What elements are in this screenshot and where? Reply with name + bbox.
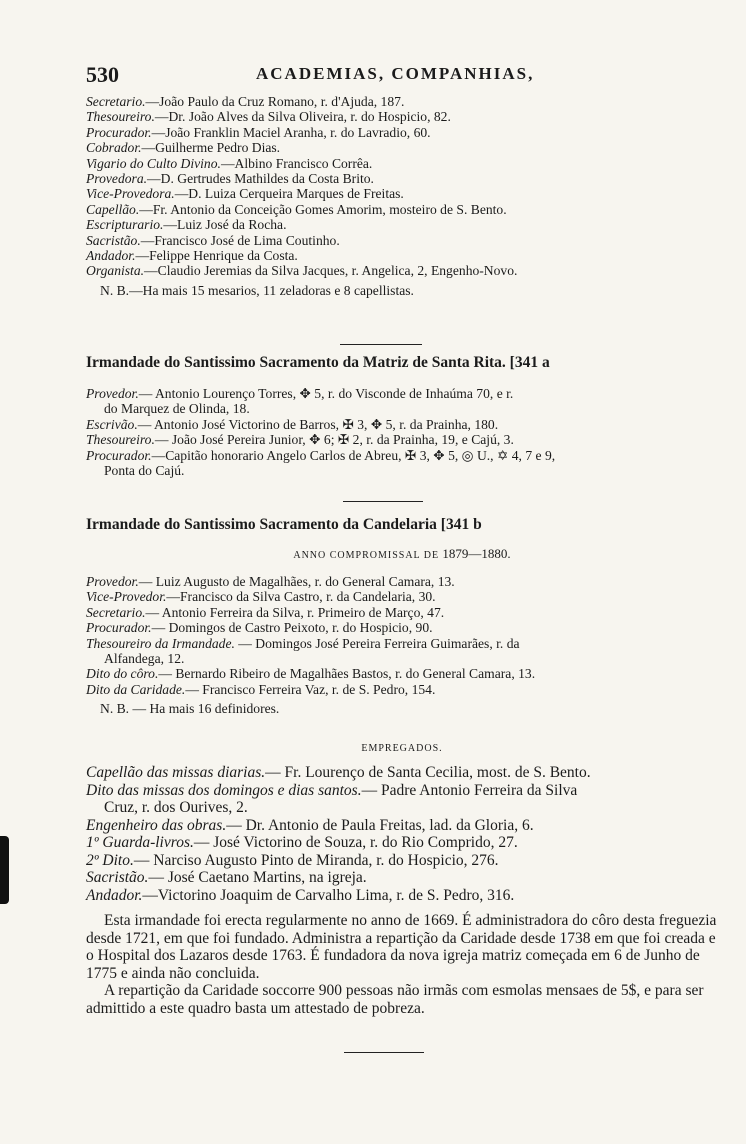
- section1-entry-list: [86, 94, 718, 279]
- entry-text: — Fr. Lourenço de Santa Cecilia, most. de S. Bento.: [265, 764, 591, 781]
- entry-line: [86, 834, 718, 852]
- entry-line: [86, 263, 718, 278]
- empregados-list: [86, 764, 718, 904]
- entry-role: Thesoureiro.: [86, 432, 155, 448]
- entry-line: [86, 605, 718, 620]
- entry-text: —Felippe Henrique da Costa.: [135, 248, 298, 264]
- entry-role: Dito do côro.: [86, 666, 159, 682]
- entry-text: —Claudio Jeremias da Silva Jacques, r. Angelica, 2, Engenho-Novo.: [144, 263, 518, 279]
- entry-text: — Narciso Augusto Pinto de Miranda, r. do Hospicio, 276.: [133, 851, 499, 869]
- entry-role: Procurador.: [86, 447, 152, 463]
- entry-text: — Antonio Lourenço Torres, ✥ 5, r. do Visconde de Inhaúma 70, e r.: [138, 386, 514, 401]
- entry-role: Thesoureiro da Irmandade.: [86, 635, 235, 651]
- entry-line: [86, 125, 718, 140]
- entry-role: Provedor.: [86, 574, 139, 589]
- entry-line: [86, 186, 718, 201]
- entry-role: Cobrador.: [86, 140, 142, 156]
- entry-role: Organista.: [86, 263, 145, 279]
- entry-line: [86, 432, 718, 447]
- entry-role: Procurador.: [86, 620, 152, 636]
- entry-role: Provedora.: [86, 171, 148, 187]
- entry-line: [86, 589, 718, 604]
- entry-line: [86, 202, 718, 217]
- binding-edge-mark: [0, 836, 9, 904]
- section3-title: Irmandade do Santissimo Sacramento da Candelaria [341 b: [86, 516, 482, 533]
- entry-line: [86, 636, 718, 651]
- entry-line: [86, 386, 718, 401]
- entry-text: —D. Gertrudes Mathildes da Costa Brito.: [147, 171, 374, 187]
- entry-line: [86, 620, 718, 635]
- running-head: ACADEMIAS, COMPANHIAS,: [256, 64, 535, 83]
- section1-note: N. B.—Ha mais 15 mesarios, 11 zeladoras e 8 capellistas.: [100, 282, 414, 298]
- entry-text: Ponta do Cajú.: [104, 463, 185, 479]
- section2-title: Irmandade do Santissimo Sacramento da Matriz de Santa Rita. [341 a: [86, 354, 550, 371]
- section3-subheading: [86, 546, 718, 562]
- entry-line: [86, 574, 718, 589]
- entry-text: — Antonio Ferreira da Silva, r. Primeiro de Março, 47.: [145, 604, 445, 620]
- subheading-years: 1879—1880.: [442, 546, 511, 561]
- entry-text: —João Paulo da Cruz Romano, r. d'Ajuda, 187.: [145, 94, 405, 109]
- entry-role: Secretario.: [86, 604, 146, 620]
- empregados-heading: EMPREGADOS.: [361, 743, 443, 754]
- entry-text: — Padre Antonio Ferreira da Silva: [361, 781, 578, 799]
- entry-line: [86, 764, 718, 782]
- charity-paragraph: A repartição da Caridade soccorre 900 pessoas não irmãs com esmolas mensaes de 5$, e para ser admittido a este quadro basta um attestado de pobreza.: [86, 982, 704, 1017]
- entry-line: [86, 817, 718, 835]
- entry-text: — Bernardo Ribeiro de Magalhães Bastos, r. do General Camara, 13.: [158, 666, 536, 682]
- entry-role: 1º Guarda-livros.: [86, 834, 194, 851]
- entry-line: [86, 156, 718, 171]
- section-divider: [343, 501, 423, 502]
- entry-line: [86, 140, 718, 155]
- section3-entry-list: [86, 574, 718, 697]
- entry-text: —Capitão honorario Angelo Carlos de Abreu, ✠ 3, ✥ 5, ◎ U., ✡ 4, 7 e 9,: [151, 447, 556, 463]
- entry-line: [86, 109, 718, 124]
- section3-block: [86, 574, 718, 717]
- section1-block: [86, 94, 718, 298]
- entry-text: do Marquez de Olinda, 18.: [104, 401, 250, 417]
- entry-text: — José Victorino de Souza, r. do Rio Comprido, 27.: [193, 834, 518, 851]
- subheading-prefix: ANNO COMPROMISSAL DE: [293, 550, 440, 561]
- entry-role: Sacristão.: [86, 869, 149, 886]
- history-paragraph: Esta irmandade foi erecta regularmente no anno de 1669. É administradora do côro desta freguezia desde 1721, em que foi fundado. Administra a repartição da Caridade desde 1738 em que foi creada e o Hospital dos Lazaros desde 1763. É fundadora da nova igreja matriz começada em 6 de Junho de 1775 e ainda não concluida.: [86, 912, 717, 982]
- section3-note: N. B. — Ha mais 16 definidores.: [100, 701, 280, 717]
- entry-text: — Dr. Antonio de Paula Freitas, lad. da Gloria, 6.: [226, 816, 534, 834]
- entry-text: — Antonio José Victorino de Barros, ✠ 3, ✥ 5, r. da Prainha, 180.: [137, 416, 499, 432]
- entry-line: [86, 417, 718, 432]
- entry-role: Sacristão.: [86, 232, 141, 248]
- entry-line: [86, 248, 718, 263]
- section-divider: [344, 1052, 424, 1053]
- entry-text: —Luiz José da Rocha.: [163, 217, 287, 233]
- entry-line: [86, 94, 718, 109]
- paragraph-block: [86, 912, 718, 1017]
- entry-text: —João Franklin Maciel Aranha, r. do Lavradio, 60.: [151, 124, 431, 140]
- entry-line: [86, 666, 718, 681]
- entry-line: [86, 869, 718, 887]
- entry-role: Dito das missas dos domingos e dias santos.: [86, 781, 362, 799]
- entry-role: Engenheiro das obras.: [86, 816, 227, 834]
- entry-text: — Francisco Ferreira Vaz, r. de S. Pedro, 154.: [185, 681, 436, 697]
- entry-text: —Albino Francisco Corrêa.: [220, 155, 373, 171]
- entry-text: —Guilherme Pedro Dias.: [141, 140, 281, 156]
- entry-text: Alfandega, 12.: [104, 651, 185, 667]
- entry-text: —Victorino Joaquim de Carvalho Lima, r. de S. Pedro, 316.: [142, 886, 515, 904]
- entry-role: 2º Dito.: [86, 851, 134, 869]
- entry-line: [86, 401, 718, 416]
- entry-role: Vice-Provedor.: [86, 589, 167, 605]
- entry-line: [86, 782, 718, 800]
- entry-text: —Fr. Antonio da Conceição Gomes Amorim, mosteiro de S. Bento.: [139, 201, 507, 217]
- entry-role: Vice-Provedora.: [86, 186, 175, 202]
- entry-text: — Luiz Augusto de Magalhães, r. do General Camara, 13.: [138, 574, 455, 589]
- entry-line: [86, 448, 718, 463]
- section2-entry-list: [86, 386, 718, 478]
- page-number: 530: [86, 62, 119, 87]
- entry-text: —Francisco José de Lima Coutinho.: [140, 232, 340, 248]
- empregados-block: [86, 764, 718, 904]
- entry-text: — Domingos José Pereira Ferreira Guimarães, r. da: [234, 635, 520, 651]
- page-header: [86, 62, 716, 92]
- entry-line: [86, 463, 718, 478]
- entry-role: Procurador.: [86, 124, 152, 140]
- entry-text: —Francisco da Silva Castro, r. da Candelaria, 30.: [166, 589, 436, 605]
- entry-text: —Dr. João Alves da Silva Oliveira, r. do Hospicio, 82.: [154, 109, 451, 125]
- entry-text: — Domingos de Castro Peixoto, r. do Hospicio, 90.: [151, 620, 433, 636]
- entry-line: [86, 217, 718, 232]
- entry-line: [86, 682, 718, 697]
- entry-role: Secretario.: [86, 94, 146, 109]
- entry-role: Dito da Caridade.: [86, 681, 186, 697]
- section2-block: [86, 386, 718, 478]
- entry-line: [86, 887, 718, 905]
- entry-role: Thesoureiro.: [86, 109, 155, 125]
- entry-line: [86, 852, 718, 870]
- entry-role: Provedor.: [86, 386, 139, 401]
- entry-text: — José Caetano Martins, na igreja.: [148, 869, 367, 886]
- entry-line: [86, 171, 718, 186]
- entry-text: —D. Luiza Cerqueira Marques de Freitas.: [174, 186, 404, 202]
- entry-text: — João José Pereira Junior, ✥ 6; ✠ 2, r. da Prainha, 19, e Cajú, 3.: [154, 432, 514, 448]
- entry-text: Cruz, r. dos Ourives, 2.: [104, 799, 248, 816]
- entry-role: Capellão.: [86, 201, 140, 217]
- entry-role: Capellão das missas diarias.: [86, 764, 266, 781]
- entry-role: Escripturario.: [86, 217, 164, 233]
- section-divider: [340, 344, 422, 345]
- entry-line: [86, 651, 718, 666]
- entry-line: [86, 799, 718, 817]
- entry-role: Andador.: [86, 886, 143, 904]
- entry-line: [86, 233, 718, 248]
- entry-role: Vigario do Culto Divino.: [86, 155, 221, 171]
- entry-role: Escrivão.: [86, 416, 138, 432]
- entry-role: Andador.: [86, 248, 136, 264]
